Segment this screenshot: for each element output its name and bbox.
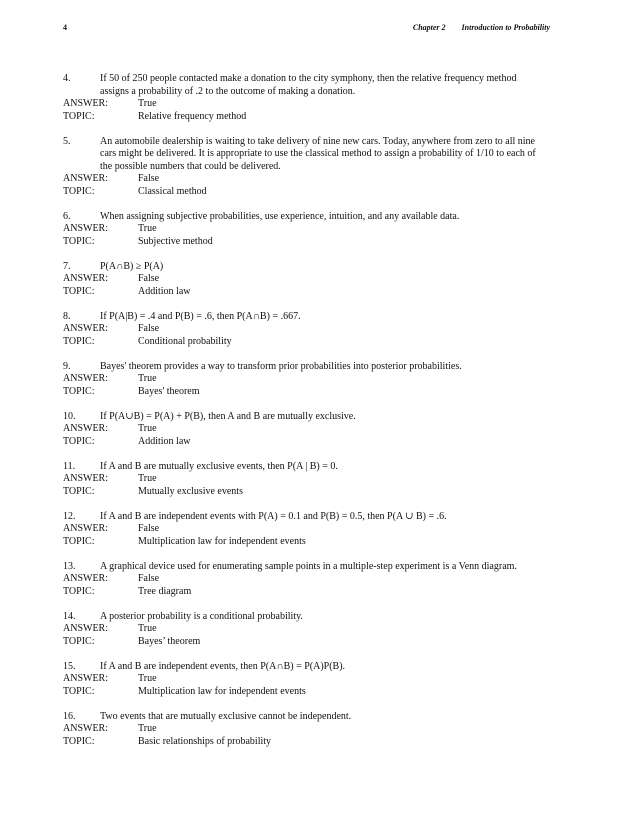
topic-value: Conditional probability	[138, 335, 232, 347]
running-header	[413, 23, 550, 32]
topic-value: Subjective method	[138, 235, 213, 247]
question-item	[63, 511, 543, 549]
question-number: 16.	[63, 710, 76, 722]
answer-label: ANSWER:	[63, 723, 108, 734]
answer-label: ANSWER:	[63, 173, 108, 184]
question-item	[63, 73, 543, 123]
answer-value: True	[138, 423, 157, 434]
topic-label: TOPIC:	[63, 585, 95, 597]
answer-value: False	[138, 573, 160, 584]
topic-label: TOPIC:	[63, 385, 95, 397]
topic-value: Mutually exclusive events	[138, 485, 243, 497]
answer-value: True	[138, 98, 157, 109]
answer-value: False	[138, 323, 160, 334]
question-item	[63, 136, 543, 199]
answer-value: False	[138, 173, 160, 184]
answer-label: ANSWER:	[63, 423, 108, 434]
question-text: If P(A|B) = .4 and P(B) = .6, then P(A∩B) = .667.	[100, 310, 301, 322]
page-number: 4	[63, 23, 67, 32]
question-number: 11.	[63, 460, 76, 472]
topic-value: Bayes’ theorem	[138, 635, 201, 647]
answer-label: ANSWER:	[63, 673, 108, 684]
topic-label: TOPIC:	[63, 535, 95, 547]
answer-label: ANSWER:	[63, 323, 108, 334]
topic-label: TOPIC:	[63, 685, 95, 697]
question-number: 14.	[63, 610, 76, 622]
answer-value: True	[138, 673, 157, 684]
question-text: If A and B are independent events with P(A) = 0.1 and P(B) = 0.5, then P(A ∪ B) = .6.	[100, 510, 447, 522]
topic-value: Addition law	[138, 435, 191, 447]
question-item	[63, 711, 543, 749]
question-text: P(A∩B) ≥ P(A)	[100, 260, 164, 272]
topic-label: TOPIC:	[63, 735, 95, 747]
answer-value: True	[138, 223, 157, 234]
question-number: 6.	[63, 210, 71, 222]
answer-label: ANSWER:	[63, 573, 108, 584]
question-number: 10.	[63, 410, 76, 422]
question-text: When assigning subjective probabilities, use experience, intuition, and any available data.	[100, 210, 460, 222]
question-text: Two events that are mutually exclusive cannot be independent.	[100, 710, 352, 722]
answer-value: True	[138, 623, 157, 634]
answer-value: True	[138, 373, 157, 384]
answer-label: ANSWER:	[63, 373, 108, 384]
question-number: 9.	[63, 360, 71, 372]
answer-label: ANSWER:	[63, 273, 108, 284]
page-header	[63, 23, 550, 37]
topic-value: Relative frequency method	[138, 110, 247, 122]
question-item	[63, 611, 543, 649]
answer-value: True	[138, 473, 157, 484]
question-item	[63, 211, 543, 249]
question-text: Bayes' theorem provides a way to transform prior probabilities into posterior probabilities.	[100, 360, 462, 372]
question-text: An automobile dealership is waiting to take delivery of nine new cars. Today, anywhere from zero to all nine cars might be delivered. It is appropriate to use the classical method to assign a probability of 1/10 to each of the possible numbers that could be delivered.	[100, 135, 536, 172]
question-item	[63, 411, 543, 449]
question-text: If P(A∪B) = P(A) + P(B), then A and B are mutually exclusive.	[100, 410, 356, 422]
topic-label: TOPIC:	[63, 485, 95, 497]
topic-value: Classical method	[138, 185, 207, 197]
topic-value: Bayes' theorem	[138, 385, 200, 397]
question-number: 13.	[63, 560, 76, 572]
topic-label: TOPIC:	[63, 110, 95, 122]
question-item	[63, 561, 543, 599]
question-text: A graphical device used for enumerating sample points in a multiple-step experiment is a Venn diagram.	[100, 560, 517, 572]
question-number: 8.	[63, 310, 71, 322]
question-number: 5.	[63, 135, 71, 147]
topic-label: TOPIC:	[63, 335, 95, 347]
topic-value: Addition law	[138, 285, 191, 297]
answer-value: True	[138, 723, 157, 734]
question-number: 15.	[63, 660, 76, 672]
answer-label: ANSWER:	[63, 523, 108, 534]
question-item	[63, 311, 543, 349]
topic-label: TOPIC:	[63, 635, 95, 647]
question-item	[63, 361, 543, 399]
question-text: If A and B are mutually exclusive events, then P(A | B) = 0.	[100, 460, 338, 472]
answer-label: ANSWER:	[63, 623, 108, 634]
topic-value: Tree diagram	[138, 585, 192, 597]
topic-label: TOPIC:	[63, 235, 95, 247]
answer-value: False	[138, 523, 160, 534]
answer-value: False	[138, 273, 160, 284]
chapter-title: Introduction to Probability	[461, 23, 550, 32]
question-number: 12.	[63, 510, 76, 522]
question-item	[63, 661, 543, 699]
chapter-label: Chapter 2	[412, 23, 446, 32]
topic-value: Multiplication law for independent events	[138, 535, 306, 547]
topic-value: Basic relationships of probability	[138, 735, 272, 747]
topic-label: TOPIC:	[63, 435, 95, 447]
topic-value: Multiplication law for independent events	[138, 685, 306, 697]
question-text: A posterior probability is a conditional probability.	[100, 610, 303, 622]
question-text: If A and B are independent events, then P(A∩B) = P(A)P(B).	[100, 660, 346, 672]
answer-label: ANSWER:	[63, 223, 108, 234]
answer-label: ANSWER:	[63, 473, 108, 484]
question-number: 7.	[63, 260, 71, 272]
question-text: If 50 of 250 people contacted make a donation to the city symphony, then the relative frequency method assigns a probability of .2 to the outcome of making a donation.	[100, 73, 517, 97]
answer-label: ANSWER:	[63, 98, 108, 109]
question-item	[63, 261, 543, 299]
question-list	[63, 73, 543, 761]
topic-label: TOPIC:	[63, 185, 95, 197]
question-number: 4.	[63, 73, 71, 84]
topic-label: TOPIC:	[63, 285, 95, 297]
question-item	[63, 461, 543, 499]
